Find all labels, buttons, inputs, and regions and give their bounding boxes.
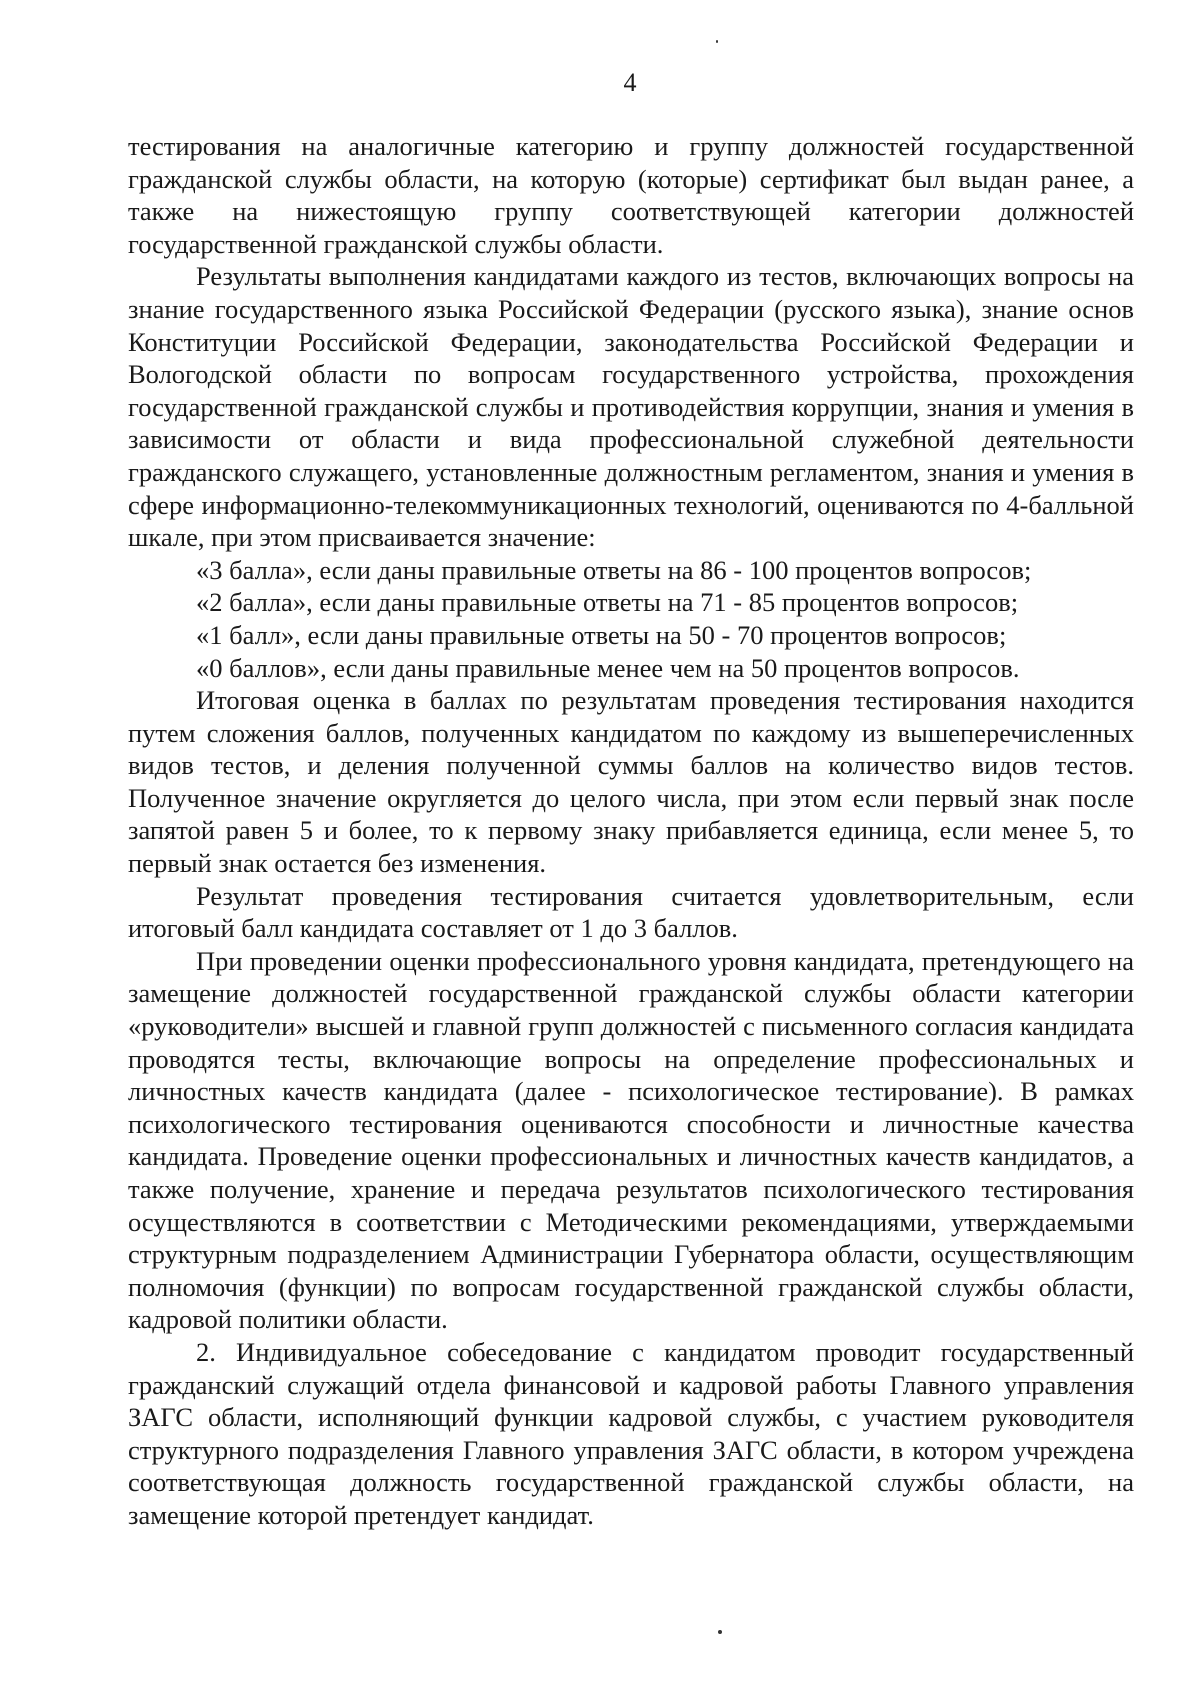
paragraph-final-score: Итоговая оценка в баллах по результатам проведения тестирования находится путем сложения баллов, полученных кандидатом по каждому из вышеперечисленных видов тестов, и деления полученной суммы баллов на количество видов тестов. Полученное значение округляется до целого числа, при этом если первый знак после запятой равен 5 и более, то к первому знаку прибавляется единица, если менее 5, то первый знак остается без изменения. (128, 685, 1134, 879)
score-item-1: «1 балл», если даны правильные ответы на 50 - 70 процентов вопросов; (196, 619, 1007, 650)
paragraph-satisfactory-result: Результат проведения тестирования считается удовлетворительным, если итоговый балл кандидата составляет от 1 до 3 баллов. (128, 880, 1134, 944)
score-item-2: «2 балла», если даны правильные ответы на 71 - 85 процентов вопросов; (196, 587, 1019, 618)
score-item-0: «0 баллов», если даны правильные менее чем на 50 процентов вопросов. (196, 652, 1020, 683)
page-number: 4 (623, 68, 637, 97)
paragraph-test-results: Результаты выполнения кандидатами каждого из тестов, включающих вопросы на знание государственного языка Российской Федерации (русского языка), знание основ Конституции Российской Федерации, законодательства Российской Федерации и Вологодской области по вопросам государственного устройства, прохождения государственной гражданской службы и противодействия коррупции, знания и умения в зависимости от области и вида профессиональной служебной деятельности гражданского служащего, установленные должностным регламентом, знания и умения в сфере информационно-телекоммуникационных технологий, оцениваются по 4-балльной шкале, при этом присваивается значение: (128, 261, 1134, 553)
scan-speck (718, 1630, 722, 1634)
scan-speck (716, 40, 718, 43)
paragraph-continuation: тестирования на аналогичные категорию и группу должностей государственной гражданской службы области, на которую (которые) сертификат был выдан ранее, а также на нижестоящую группу соответствующей категории должностей государственной гражданской службы области. (128, 131, 1134, 259)
paragraph-psychological-testing: При проведении оценки профессионального уровня кандидата, претендующего на замещение должностей государственной гражданской службы области категории «руководители» высшей и главной групп должностей с письменного согласия кандидата проводятся тесты, включающие вопросы на определение профессиональных и личностных качеств кандидата (далее - психологическое тестирование). В рамках психологического тестирования оцениваются способности и личностные качества кандидата. Проведение оценки профессиональных и личностных качеств кандидатов, а также получение, хранение и передача результатов психологического тестирования осуществляются в соответствии с Методическими рекомендациями, утверждаемыми структурным подразделением Администрации Губернатора области, осуществляющим полномочия (функции) по вопросам государственной гражданской службы области, кадровой политики области. (128, 945, 1134, 1335)
score-item-3: «3 балла», если даны правильные ответы на 86 - 100 процентов вопросов; (196, 554, 1032, 585)
paragraph-individual-interview: 2. Индивидуальное собеседование с кандидатом проводит государственный гражданский служащий отдела финансовой и кадровой работы Главного управления ЗАГС области, исполняющий функции кадровой службы, с участием руководителя структурного подразделения Главного управления ЗАГС области, в котором учреждена соответствующая должность государственной гражданской службы области, на замещение которой претендует кандидат. (128, 1336, 1134, 1530)
document-body (128, 130, 1134, 1532)
